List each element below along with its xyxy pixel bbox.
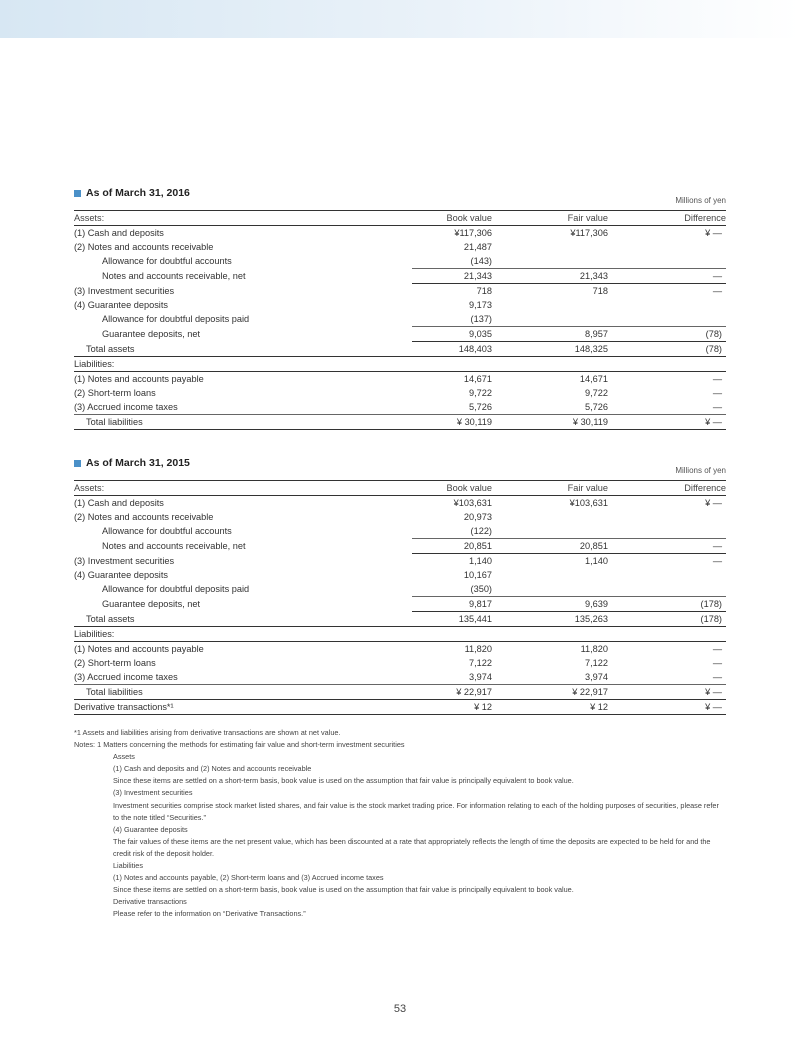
difference: —	[712, 286, 722, 296]
table-2015	[74, 480, 726, 715]
table-row	[74, 597, 726, 612]
difference: ¥ —	[705, 498, 722, 508]
fair-value: 718	[592, 286, 608, 296]
fair-value: ¥103,631	[569, 498, 608, 508]
difference	[608, 298, 726, 312]
difference: —	[712, 556, 722, 566]
table-row	[74, 226, 726, 241]
book-value: 9,722	[469, 388, 492, 398]
table-row	[74, 568, 726, 582]
table-row	[74, 656, 726, 670]
fair-value: 3,974	[492, 670, 608, 685]
table-row	[74, 386, 726, 400]
col-header-book: Book value	[412, 211, 492, 226]
fair-value	[492, 524, 608, 539]
fair-value: 14,671	[579, 374, 608, 384]
note-line: Assets	[113, 752, 135, 762]
section-title-text: As of March 31, 2016	[86, 187, 190, 199]
row-label: Allowance for doubtful deposits paid	[102, 314, 250, 325]
liabilities-label: Liabilities:	[74, 627, 412, 642]
book-value: ¥117,306	[454, 228, 492, 238]
liabilities-label: Liabilities:	[74, 357, 412, 372]
row-label: (3) Accrued income taxes	[74, 670, 412, 685]
fair-value: 8,957	[492, 327, 608, 342]
row-label: Notes and accounts receivable, net	[102, 541, 246, 551]
note-line: (3) Investment securities	[113, 788, 193, 798]
square-bullet-icon	[74, 190, 81, 197]
difference	[608, 568, 726, 582]
row-label: (1) Cash and deposits	[74, 498, 164, 508]
row-label: (2) Short-term loans	[74, 658, 156, 668]
fair-value	[492, 298, 608, 312]
fair-value: 135,263	[492, 612, 608, 627]
difference: (178)	[608, 612, 726, 627]
unit-label: Millions of yen	[675, 196, 726, 205]
table-header-row	[74, 211, 726, 226]
table-row	[74, 284, 726, 299]
difference: ¥ —	[608, 700, 726, 715]
row-label: (3) Accrued income taxes	[74, 400, 412, 415]
table-row	[74, 254, 726, 269]
table-header-row	[74, 481, 726, 496]
col-header-diff: Difference	[608, 211, 726, 226]
row-label: Total assets	[74, 342, 412, 357]
fair-value: 1,140	[585, 556, 608, 566]
book-value: 135,441	[412, 612, 492, 627]
fair-value	[492, 312, 608, 327]
book-value: ¥ 22,917	[412, 685, 492, 700]
book-value: 718	[476, 286, 492, 296]
col-header-assets: Assets:	[74, 211, 412, 226]
note-line: Investment securities comprise stock market listed shares, and fair value is the stock market trading price. For information relating to each of the holding purposes of securities, please refer to the note titled “Securities.”	[113, 800, 719, 822]
difference: —	[608, 670, 726, 685]
table-row	[74, 700, 726, 715]
fair-value: ¥117,306	[570, 228, 608, 238]
book-value: ¥103,631	[453, 498, 492, 508]
table-row	[74, 312, 726, 327]
section-2015	[74, 456, 726, 724]
table-row	[74, 496, 726, 511]
difference: ¥ —	[705, 228, 722, 238]
difference: ¥ —	[608, 685, 726, 700]
difference: (178)	[608, 597, 726, 612]
table-row	[74, 510, 726, 524]
book-value: 5,726	[412, 400, 492, 415]
table-row	[74, 357, 726, 372]
fair-value: 7,122	[585, 658, 608, 668]
difference: —	[712, 644, 722, 654]
difference: —	[712, 658, 722, 668]
note-line: Please refer to the information on “Derivative Transactions.”	[113, 909, 306, 919]
page-number: 53	[393, 1003, 407, 1015]
row-label: Total liabilities	[74, 415, 412, 430]
table-row	[74, 685, 726, 700]
row-label: Total liabilities	[74, 685, 412, 700]
row-label: (2) Notes and accounts receivable	[74, 512, 214, 522]
col-header-assets: Assets:	[74, 481, 412, 496]
table-row	[74, 582, 726, 597]
book-value: 20,851	[412, 539, 492, 554]
col-header-diff: Difference	[608, 481, 726, 496]
header-band	[0, 0, 800, 38]
note-line: The fair values of these items are the net present value, which has been discounted at a rate that appropriately reflects the length of time the deposits are expected to be held for and the credit risk of the deposit holder.	[113, 836, 711, 858]
table-row	[74, 372, 726, 387]
notes-heading: Notes: 1 Matters concerning the methods for estimating fair value and short-term investment securities	[74, 740, 405, 750]
section-2016	[74, 186, 726, 436]
row-label: (1) Notes and accounts payable	[74, 644, 204, 654]
fair-value: 9,639	[492, 597, 608, 612]
fair-value	[492, 254, 608, 269]
fair-value: 21,343	[492, 269, 608, 284]
row-label: Total assets	[74, 612, 412, 627]
row-label: Allowance for doubtful accounts	[102, 256, 232, 267]
fair-value: 11,820	[580, 644, 608, 654]
fair-value: 20,851	[492, 539, 608, 554]
difference	[608, 510, 726, 524]
table-row	[74, 539, 726, 554]
difference	[608, 582, 726, 597]
row-label: (3) Investment securities	[74, 555, 175, 566]
difference: —	[608, 539, 726, 554]
fair-value: 148,325	[492, 342, 608, 357]
table-row	[74, 269, 726, 284]
book-value: 10,167	[463, 570, 492, 580]
fair-value: ¥ 30,119	[492, 415, 608, 430]
book-value: ¥ 12	[412, 700, 492, 715]
fair-value: ¥ 22,917	[492, 685, 608, 700]
table-row	[74, 642, 726, 657]
footnote-derivative: *1 Assets and liabilities arising from derivative transactions are shown at net value.	[74, 728, 341, 737]
fair-value: ¥ 12	[492, 700, 608, 715]
row-label: Derivative transactions*¹	[74, 700, 412, 715]
row-label: (1) Notes and accounts payable	[74, 374, 204, 384]
note-line: (1) Cash and deposits and (2) Notes and accounts receivable	[113, 764, 312, 774]
note-line: Derivative transactions	[113, 897, 187, 907]
section-title-2016	[74, 186, 190, 200]
book-value: 9,817	[412, 597, 492, 612]
note-line: Since these items are settled on a short-term basis, book value is used on the assumption that fair value is principally equivalent to book value.	[113, 776, 574, 786]
fair-value	[492, 510, 608, 524]
row-label: (2) Notes and accounts receivable	[74, 242, 214, 252]
table-2016	[74, 210, 726, 430]
difference	[608, 254, 726, 269]
book-value: 9,173	[469, 300, 492, 310]
fair-value: 5,726	[492, 400, 608, 415]
difference	[608, 312, 726, 327]
difference: —	[712, 374, 722, 384]
unit-label: Millions of yen	[675, 466, 726, 475]
book-value: (137)	[470, 314, 492, 324]
book-value: 14,671	[463, 374, 492, 384]
fair-value	[492, 582, 608, 597]
note-line: (1) Notes and accounts payable, (2) Short-term loans and (3) Accrued income taxes	[113, 873, 384, 883]
section-title-2015	[74, 456, 190, 470]
book-value: 3,974	[412, 670, 492, 685]
row-label: (3) Investment securities	[74, 285, 175, 296]
difference	[608, 524, 726, 539]
table-row	[74, 524, 726, 539]
book-value: 9,035	[412, 327, 492, 342]
row-label: (4) Guarantee deposits	[74, 570, 168, 580]
fair-value: 9,722	[585, 388, 608, 398]
difference: —	[608, 269, 726, 284]
difference: —	[712, 388, 722, 398]
section-title-text: As of March 31, 2015	[86, 457, 190, 469]
table-row	[74, 670, 726, 685]
footnotes	[74, 727, 726, 921]
difference	[608, 240, 726, 254]
note-line: Liabilities	[113, 861, 144, 871]
table-row	[74, 627, 726, 642]
difference: (78)	[608, 342, 726, 357]
book-value: (143)	[470, 256, 492, 266]
fair-value	[492, 568, 608, 582]
row-label: (4) Guarantee deposits	[74, 300, 168, 310]
fair-value	[492, 240, 608, 254]
book-value: 11,820	[464, 644, 492, 654]
row-label: Guarantee deposits, net	[102, 329, 201, 339]
row-label: (2) Short-term loans	[74, 388, 156, 398]
table-row	[74, 400, 726, 415]
book-value: (122)	[470, 526, 492, 536]
difference: (78)	[608, 327, 726, 342]
difference: —	[608, 400, 726, 415]
square-bullet-icon	[74, 460, 81, 467]
note-line: Since these items are settled on a short-term basis, book value is used on the assumption that fair value is principally equivalent to book value.	[113, 885, 574, 895]
row-label: Allowance for doubtful accounts	[102, 526, 232, 537]
book-value: (350)	[470, 584, 492, 594]
row-label: Guarantee deposits, net	[102, 599, 201, 609]
row-label: Notes and accounts receivable, net	[102, 271, 246, 281]
book-value: ¥ 30,119	[412, 415, 492, 430]
table-row	[74, 554, 726, 569]
col-header-fair: Fair value	[492, 481, 608, 496]
note-line: (4) Guarantee deposits	[113, 824, 188, 834]
book-value: 148,403	[412, 342, 492, 357]
table-row	[74, 240, 726, 254]
row-label: Allowance for doubtful deposits paid	[102, 584, 250, 595]
table-row	[74, 415, 726, 430]
book-value: 20,973	[463, 512, 492, 522]
book-value: 1,140	[469, 556, 492, 566]
col-header-fair: Fair value	[492, 211, 608, 226]
table-row	[74, 612, 726, 627]
col-header-book: Book value	[412, 481, 492, 496]
table-row	[74, 327, 726, 342]
table-row	[74, 298, 726, 312]
book-value: 21,487	[463, 242, 492, 252]
row-label: (1) Cash and deposits	[74, 228, 164, 238]
book-value: 21,343	[412, 269, 492, 284]
book-value: 7,122	[469, 658, 492, 668]
table-row	[74, 342, 726, 357]
difference: ¥ —	[608, 415, 726, 430]
